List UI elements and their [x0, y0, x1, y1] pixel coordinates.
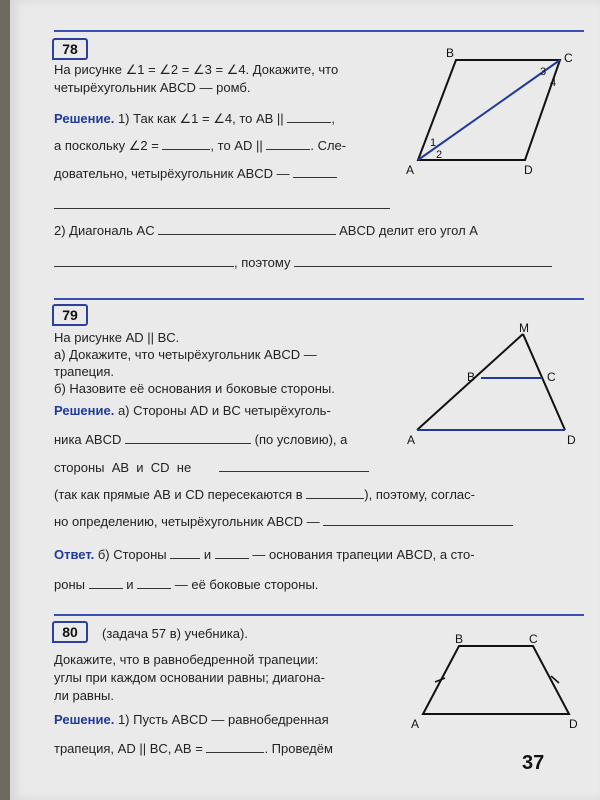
p79-line-10a: б) Стороны [97, 547, 167, 562]
p78-line-1: На рисунке ∠1 = ∠2 = ∠3 = ∠4. Докажите, что [54, 62, 339, 77]
p80-line-3: ли равны. [54, 688, 114, 703]
p79-line-11a: роны [54, 577, 85, 592]
textbook-page [10, 0, 600, 800]
angle-label-1: 1 [430, 137, 437, 149]
section-rule-80 [54, 614, 584, 616]
page-number: 37 [522, 752, 545, 774]
angle-label-4: 4 [550, 77, 557, 89]
p79-line-8 [54, 486, 475, 502]
answer-blank[interactable] [162, 137, 210, 150]
p78-line-5-text: довательно, четырёхугольник ABCD — [54, 166, 290, 181]
p79-line-11c: — её боковые стороны. [174, 577, 319, 592]
p79-line-8b: ), поэтому, соглас- [364, 487, 475, 502]
vertex-label-B: B [467, 370, 476, 384]
p80-solution-line [54, 712, 329, 727]
answer-blank[interactable] [137, 576, 171, 589]
p78-line-5 [54, 165, 337, 181]
vertex-label-A: A [411, 717, 420, 731]
p78-line-4b: , то AD || [210, 138, 263, 153]
p79-line-3: трапеция. [54, 364, 115, 379]
p80-line-5b: . Проведём [264, 741, 333, 756]
p78-line-7 [54, 254, 552, 270]
vertex-label-D: D [569, 717, 578, 731]
p78-line-3: 1) Так как ∠1 = ∠4, то AB || [117, 111, 284, 126]
p78-line-6b: ABCD делит его угол A [339, 223, 478, 238]
vertex-label-A: A [407, 433, 416, 447]
vertex-label-C: C [564, 51, 573, 65]
answer-label: Ответ. [54, 547, 95, 562]
p79-line-10c: — основания трапеции ABCD, а сто- [252, 547, 475, 562]
p79-line-7a: стороны AB и CD не [54, 460, 192, 475]
answer-blank[interactable] [287, 110, 331, 123]
angle-label-3: 3 [540, 66, 547, 78]
p78-line-6a: 2) Диагональ AC [54, 223, 155, 238]
p79-line-6a: ника ABCD [54, 432, 122, 447]
p79-line-8a: (так как прямые AB и CD пересекаются в [54, 487, 303, 502]
p79-solution-line [54, 403, 331, 418]
answer-line[interactable] [54, 208, 390, 209]
vertex-label-A: A [406, 163, 415, 177]
p79-line-9 [54, 513, 513, 529]
angle-label-2: 2 [436, 149, 443, 161]
answer-blank[interactable] [170, 546, 200, 559]
p78-line-4 [54, 137, 346, 154]
p78-line-6 [54, 222, 478, 238]
p78-line-2: четырёхугольник ABCD — ромб. [54, 80, 251, 95]
answer-blank[interactable] [54, 254, 234, 267]
answer-blank[interactable] [89, 576, 123, 589]
answer-blank[interactable] [294, 254, 552, 267]
vertex-label-D: D [567, 433, 576, 447]
vertex-label-B: B [455, 632, 464, 646]
p79-line-5: а) Стороны AD и BC четырёхуголь- [117, 403, 331, 418]
p78-solution-line: Решение. 1) Так как ∠1 = ∠4, то AB || , [54, 111, 335, 126]
vertex-label-C: C [529, 632, 538, 646]
section-rule-79 [54, 298, 584, 300]
answer-blank[interactable] [266, 137, 310, 150]
answer-blank[interactable] [323, 513, 513, 526]
vertex-label-M: M [519, 321, 529, 335]
solution-label: Решение. [54, 111, 115, 126]
p79-line-6 [54, 431, 347, 447]
vertex-label-D: D [524, 163, 533, 177]
p79-line-7 [54, 459, 369, 475]
vertex-label-C: C [547, 370, 556, 384]
answer-blank[interactable] [219, 459, 369, 472]
p80-line-5a: трапеция, AD || BC, AB = [54, 741, 203, 756]
rhombus-figure [400, 40, 590, 185]
solution-label: Решение. [54, 403, 115, 418]
p79-line-11b: и [126, 577, 134, 592]
vertex-label-B: B [446, 46, 455, 60]
p79-answer-line [54, 546, 475, 562]
trapezoid-with-apex-figure [405, 320, 585, 450]
p78-line-7-text: , поэтому [234, 255, 291, 270]
isosceles-trapezoid-figure [405, 632, 585, 732]
problem-number-79: 79 [52, 304, 88, 326]
p80-line-2: углы при каждом основании равны; диагона- [54, 670, 325, 685]
answer-blank[interactable] [215, 546, 249, 559]
answer-blank[interactable] [158, 222, 336, 235]
answer-blank[interactable] [125, 431, 251, 444]
p79-line-10b: и [203, 547, 212, 562]
problem-number-80: 80 [52, 621, 88, 643]
p80-line-5 [54, 740, 333, 756]
p78-line-4a: а поскольку ∠2 = [54, 138, 159, 153]
p79-line-6b: (по условию), а [254, 432, 348, 447]
answer-blank[interactable] [306, 486, 364, 499]
p79-line-2: а) Докажите, что четырёхугольник ABCD — [54, 347, 317, 362]
answer-blank[interactable] [293, 165, 337, 178]
p79-line-4: б) Назовите её основания и боковые стороны. [54, 381, 335, 396]
p80-line-1: Докажите, что в равнобедренной трапеции: [54, 652, 319, 667]
p80-line-4: 1) Пусть ABCD — равнобедренная [117, 712, 329, 727]
problem-number-78: 78 [52, 38, 88, 60]
p79-line-9-text: но определению, четырёхугольник ABCD — [54, 514, 320, 529]
p78-line-4c: . Сле- [310, 138, 347, 153]
solution-label: Решение. [54, 712, 115, 727]
section-rule-78 [54, 30, 584, 32]
answer-blank[interactable] [206, 740, 264, 753]
p79-line-1: На рисунке AD || BC. [54, 330, 180, 345]
p80-reference: (задача 57 в) учебника). [102, 626, 248, 641]
p79-line-11 [54, 576, 318, 592]
